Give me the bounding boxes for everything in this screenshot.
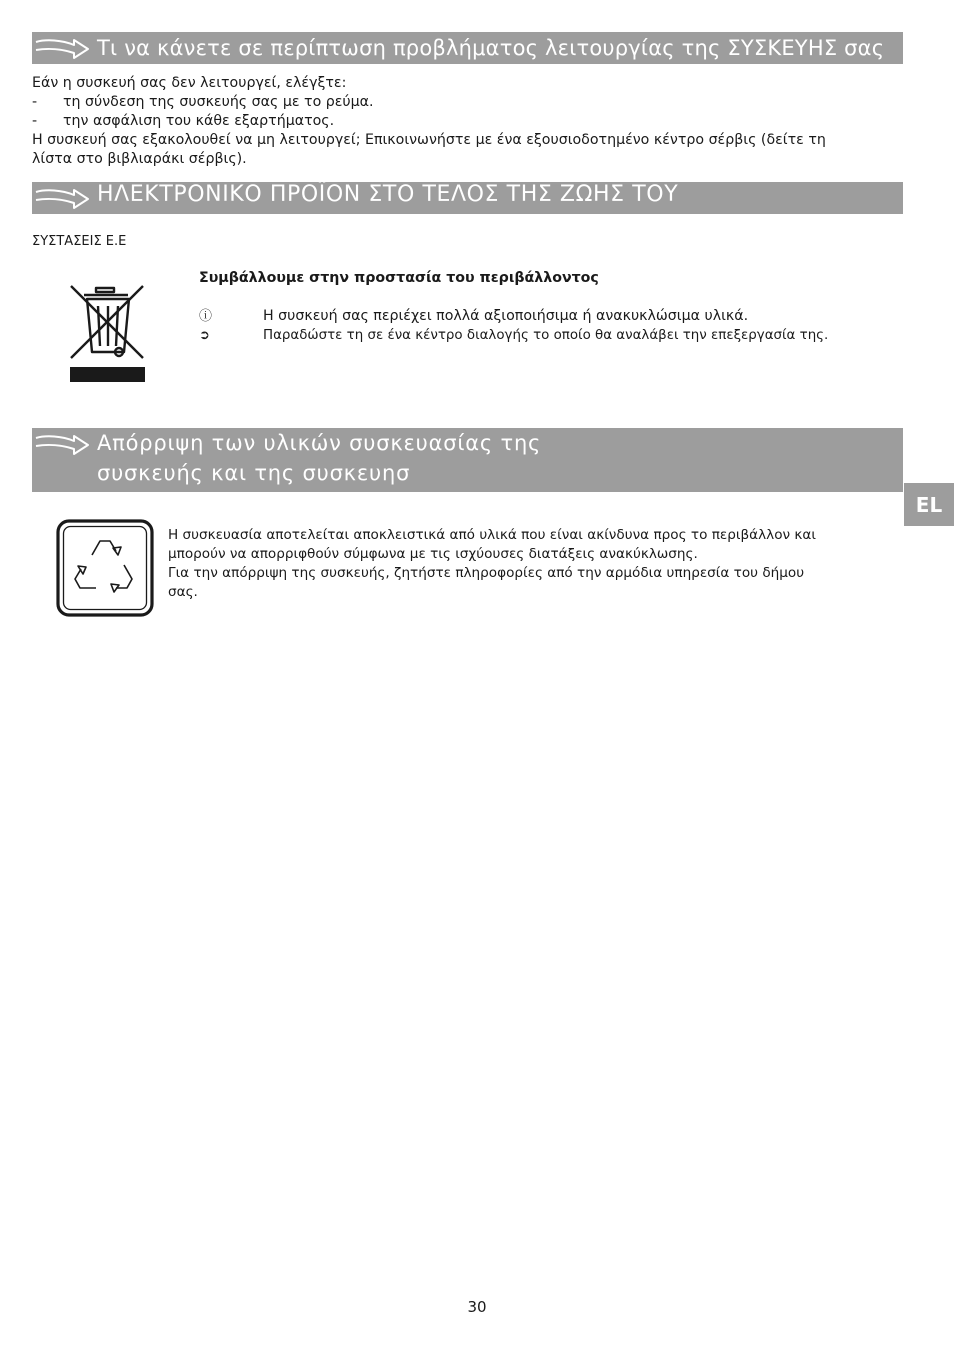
packaging-line: σας.: [168, 584, 198, 600]
bullet-text: τη σύνδεση της συσκευής σας με το ρεύμα.: [63, 94, 374, 110]
weee-subheading: ΣΥΣΤΑΣΕΙΣ Ε.Ε: [32, 234, 127, 249]
hand-arrow-icon: [34, 432, 90, 456]
heading-title-line1: Απόρριψη των υλικών συσκευασίας της: [97, 431, 542, 455]
section-heading-packaging: [32, 428, 903, 492]
packaging-line: μπορούν να απορριφθούν σύμφωνα με τις ισχύουσες διατάξεις ανακύκλωσης.: [168, 546, 698, 562]
page-number: 30: [467, 1298, 487, 1316]
arrow-icon: ➲: [199, 328, 210, 343]
bullet-text: την ασφάλιση του κάθε εξαρτήματος.: [63, 113, 335, 129]
packaging-line: Για την απόρριψη της συσκευής, ζητήστε πληροφορίες από την αρμόδια υπηρεσία του δήμου: [168, 565, 805, 581]
item-text: Παραδώστε τη σε ένα κέντρο διαλογής το οποίο θα αναλάβει την επεξεργασία της.: [263, 328, 829, 343]
hand-arrow-icon: [34, 36, 90, 60]
heading-title: ΗΛΕΚΤΡΟΝΙΚΟ ΠΡΟΪΟΝ ΣΤΟ ΤΕΛΟΣ ΤΗΣ ΖΩΗΣ ΤΟΥ: [97, 182, 679, 207]
weee-bold-line: Συμβάλλουμε στην προστασία του περιβάλλοντος: [199, 270, 599, 286]
bullet-marker: -: [32, 113, 38, 129]
recycle-icon: [56, 519, 154, 617]
list-item: [32, 93, 826, 112]
item-text: Η συσκευή σας περιέχει πολλά αξιοποιήσιμα ή ανακυκλώσιμα υλικά.: [263, 308, 749, 324]
info-icon: ⓘ: [199, 309, 213, 324]
packaging-body: [168, 526, 816, 602]
section-heading-weee: [32, 182, 903, 214]
bullet-marker: -: [32, 94, 38, 110]
troubleshoot-intro: Εάν η συσκευή σας δεν λειτουργεί, ελέγξτε:: [32, 75, 347, 91]
hand-arrow-icon: [34, 186, 90, 210]
troubleshoot-outro-line: Η συσκευή σας εξακολουθεί να μη λειτουργεί; Επικοινωνήστε με ένα εξουσιοδοτημένο κέντρο σέρβις (δείτε τη: [32, 132, 826, 148]
heading-title-line2: συσκευής και της συσκευησ: [97, 461, 411, 485]
language-tab: EL: [904, 483, 954, 526]
crossed-out-bin-icon: [68, 284, 148, 383]
section-heading-troubleshoot: [32, 32, 903, 64]
troubleshoot-outro-line: λίστα στο βιβλιαράκι σέρβις).: [32, 151, 247, 167]
troubleshoot-body: [32, 74, 826, 169]
heading-title: Τι να κάνετε σε περίπτωση προβλήματος λειτουργίας της ΣΥΣΚΕΥΗΣ σας: [97, 36, 885, 60]
packaging-line: Η συσκευασία αποτελείται αποκλειστικά από υλικά που είναι ακίνδυνα προς το περιβάλλον και: [168, 527, 816, 543]
list-item: [32, 112, 826, 131]
